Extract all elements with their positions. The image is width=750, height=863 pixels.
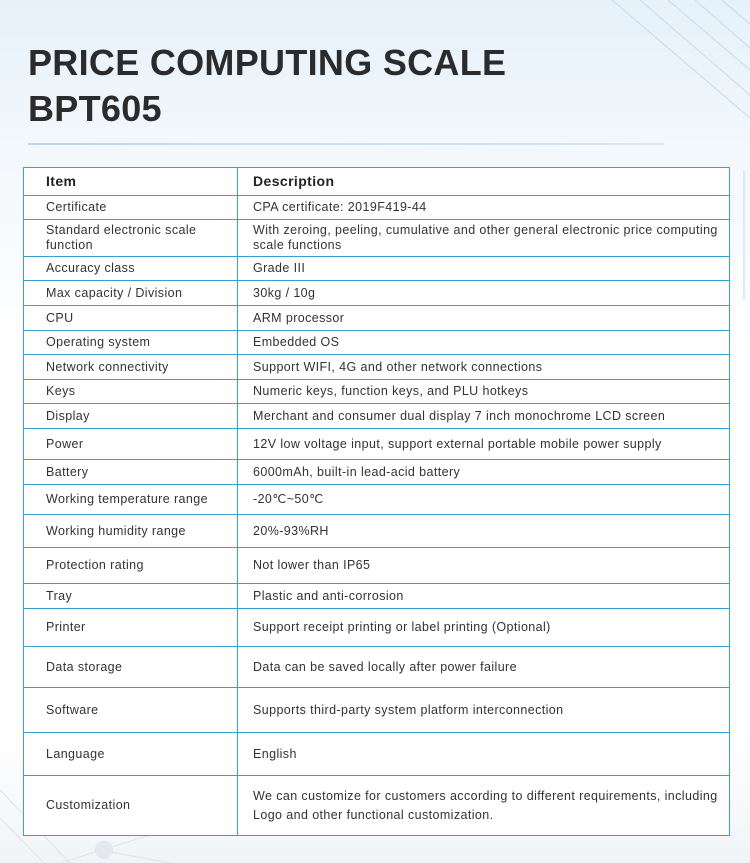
row-description: Plastic and anti-corrosion	[238, 584, 730, 609]
row-description: Support WIFI, 4G and other network connections	[238, 355, 730, 380]
row-description: Merchant and consumer dual display 7 inch monochrome LCD screen	[238, 404, 730, 429]
row-item: Network connectivity	[24, 355, 238, 380]
row-description: Numeric keys, function keys, and PLU hotkeys	[238, 380, 730, 404]
row-description: ARM processor	[238, 306, 730, 331]
row-description: 6000mAh, built-in lead-acid battery	[238, 460, 730, 485]
row-item: Display	[24, 404, 238, 429]
table-row	[24, 548, 730, 584]
row-description: 20%-93%RH	[238, 515, 730, 548]
row-item: Keys	[24, 380, 238, 404]
table-row	[24, 380, 730, 404]
row-item: Working temperature range	[24, 485, 238, 515]
row-item: Accuracy class	[24, 257, 238, 281]
row-description: CPA certificate: 2019F419-44	[238, 196, 730, 220]
row-item: Tray	[24, 584, 238, 609]
table-row	[24, 429, 730, 460]
row-item: Protection rating	[24, 548, 238, 584]
row-description: Not lower than IP65	[238, 548, 730, 584]
table-row	[24, 281, 730, 306]
table-row	[24, 776, 730, 836]
row-item: Working humidity range	[24, 515, 238, 548]
table-row	[24, 609, 730, 647]
row-description: Embedded OS	[238, 331, 730, 355]
title-line-2: BPT605	[28, 88, 162, 129]
table-row	[24, 355, 730, 380]
row-description: Grade III	[238, 257, 730, 281]
row-item: Standard electronic scale function	[24, 220, 238, 257]
header-description: Description	[238, 168, 730, 196]
row-item: Printer	[24, 609, 238, 647]
table-row	[24, 515, 730, 548]
table-row	[24, 733, 730, 776]
row-description: 30kg / 10g	[238, 281, 730, 306]
table-row	[24, 257, 730, 281]
row-item: Power	[24, 429, 238, 460]
row-item: Operating system	[24, 331, 238, 355]
row-description: Support receipt printing or label printing (Optional)	[238, 609, 730, 647]
table-row	[24, 460, 730, 485]
row-description: -20℃~50℃	[238, 485, 730, 515]
row-item: Language	[24, 733, 238, 776]
title-line-1: PRICE COMPUTING SCALE	[28, 42, 507, 83]
row-item: Max capacity / Division	[24, 281, 238, 306]
row-item: Certificate	[24, 196, 238, 220]
row-description: With zeroing, peeling, cumulative and other general electronic price computing scale functions	[238, 220, 730, 257]
table-row	[24, 584, 730, 609]
table-row	[24, 331, 730, 355]
table-row	[24, 647, 730, 688]
table-row	[24, 404, 730, 429]
row-description: English	[238, 733, 730, 776]
row-item: Data storage	[24, 647, 238, 688]
row-item: Customization	[24, 776, 238, 836]
row-item: Software	[24, 688, 238, 733]
row-description: 12V low voltage input, support external portable mobile power supply	[238, 429, 730, 460]
row-description: Data can be saved locally after power failure	[238, 647, 730, 688]
table-row	[24, 196, 730, 220]
row-item: Battery	[24, 460, 238, 485]
row-description: Supports third-party system platform interconnection	[238, 688, 730, 733]
row-description: We can customize for customers according to different requirements, including Logo and other functional customization.	[238, 776, 730, 836]
table-row	[24, 688, 730, 733]
table-row	[24, 220, 730, 257]
page-title	[28, 40, 506, 132]
table-row	[24, 485, 730, 515]
title-divider	[28, 143, 664, 145]
header-item: Item	[24, 168, 238, 196]
table-header-row	[24, 168, 730, 196]
spec-table	[23, 167, 730, 836]
row-item: CPU	[24, 306, 238, 331]
table-row	[24, 306, 730, 331]
